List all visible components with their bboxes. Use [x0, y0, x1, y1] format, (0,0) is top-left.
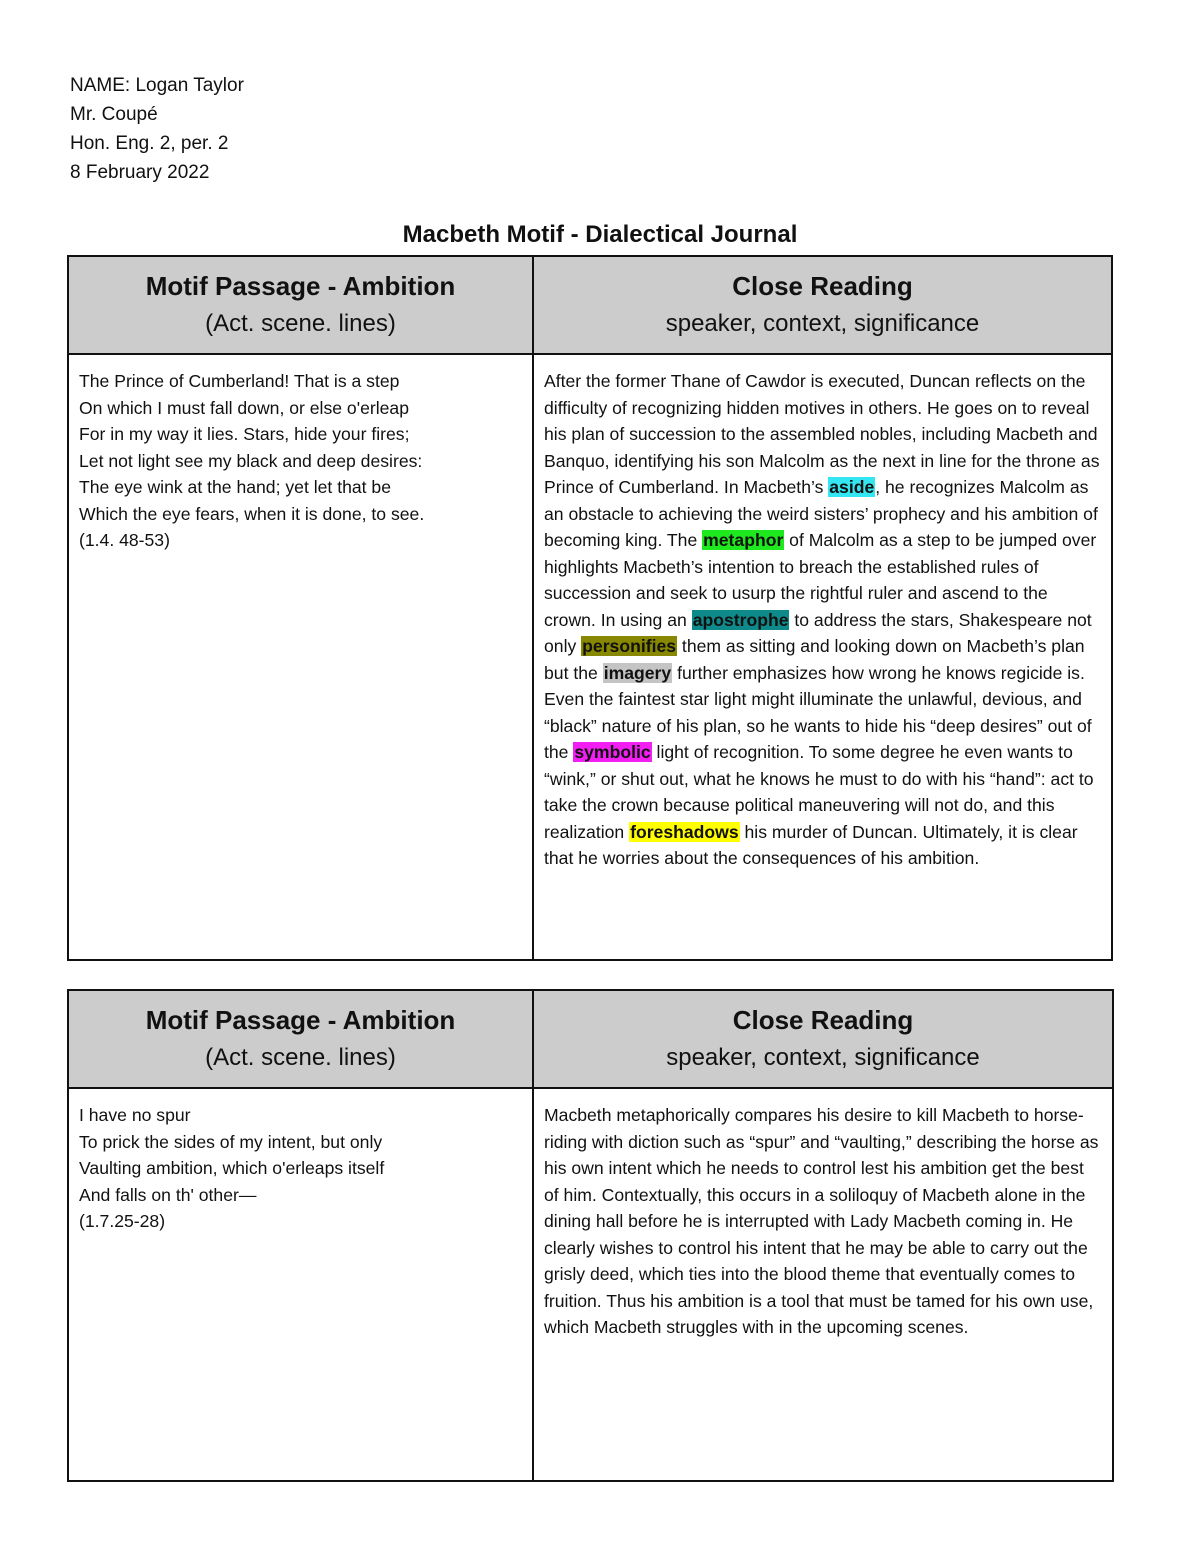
highlighted-term: foreshadows — [630, 821, 739, 842]
close-reading-subtitle: speaker, context, significance — [666, 1044, 980, 1071]
journal-table-2 — [67, 989, 1114, 1482]
close-reading-cell — [533, 354, 1112, 960]
passage-cell — [68, 354, 533, 960]
class-period: Hon. Eng. 2, per. 2 — [70, 133, 229, 154]
page-title: Macbeth Motif - Dialectical Journal — [402, 221, 798, 248]
highlighted-term: imagery — [603, 662, 672, 683]
passage-line: The eye wink at the hand; yet let that be — [79, 477, 391, 497]
passage-line: On which I must fall down, or else o'erleap — [79, 397, 409, 418]
passage-line: (1.7.25-28) — [79, 1211, 166, 1231]
motif-passage-title: Motif Passage - Ambition — [145, 1005, 456, 1035]
highlighted-term: aside — [829, 477, 875, 497]
highlighted-term: metaphor — [703, 530, 784, 550]
passage-line: And falls on th' other— — [79, 1184, 257, 1205]
journal-table-1 — [67, 255, 1113, 961]
motif-passage-title: Motif Passage - Ambition — [145, 271, 456, 301]
reading-text-segment: to address the stars, Shakespeare not only — [544, 609, 1092, 656]
passage-line: Which the eye fears, when it is done, to see. — [79, 503, 425, 524]
document-date: 8 February 2022 — [70, 162, 210, 183]
reading-text-segment: his murder of Duncan. Ultimately, it is clear that he worries about the consequences of his ambition. — [544, 821, 1078, 868]
passage-line: To prick the sides of my intent, but only — [79, 1131, 383, 1152]
reading-text-segment: , he recognizes Malcolm as an obstacle to achieving the weird sisters’ prophecy and his ambition of becoming king. The — [544, 477, 1098, 550]
teacher-name: Mr. Coupé — [70, 104, 158, 125]
highlighted-term: symbolic — [574, 742, 651, 762]
motif-passage-subtitle: (Act. scene. lines) — [205, 1044, 396, 1071]
passage-text — [69, 1089, 532, 1235]
close-reading-header — [533, 990, 1113, 1088]
motif-passage-subtitle: (Act. scene. lines) — [205, 310, 396, 337]
close-reading-title: Close Reading — [732, 1005, 914, 1035]
motif-passage-header — [68, 256, 533, 354]
motif-passage-header — [68, 990, 533, 1088]
passage-line: The Prince of Cumberland! That is a step — [79, 371, 400, 391]
passage-line: Let not light see my black and deep desires: — [79, 450, 423, 471]
close-reading-subtitle: speaker, context, significance — [665, 310, 980, 337]
reading-text-segment: After the former Thane of Cawdor is executed, Duncan reflects on the difficulty of recognizing hidden motives in others. He goes on to reveal his plan of succession to the assembled nobles, including Macbeth and Banquo, identifying his son Malcolm as the next in line for the throne as Prince of Cumberland. In Macbeth’s — [544, 371, 1100, 497]
close-reading-text — [534, 355, 1111, 872]
reading-text-segment: further emphasizes how wrong he knows regicide is. Even the faintest star light might illuminate the unlawful, devious, and “black” nature of his plan, so he wants to hide his “deep desires” out of the — [544, 662, 1092, 762]
passage-line: For in my way it lies. Stars, hide your fires; — [79, 424, 410, 444]
reading-text-segment: them as sitting and looking down on Macbeth’s plan but the — [544, 636, 1085, 683]
close-reading-text — [534, 1089, 1112, 1341]
reading-text-segment: of Malcolm as a step to be jumped over highlights Macbeth’s intention to breach the established rules of succession and seek to usurp the rightful ruler and ascend to the crown. In using an — [544, 530, 1097, 630]
passage-text — [69, 355, 532, 554]
passage-line: Vaulting ambition, which o'erleaps itself — [79, 1158, 385, 1178]
reading-text-segment: light of recognition. To some degree he even wants to “wink,” or shut out, what he knows he must to do with his “hand”: act to take the crown because political maneuvering will not do, and this realization — [544, 742, 1094, 842]
student-name: NAME: Logan Taylor — [70, 75, 244, 96]
passage-line: (1.4. 48-53) — [79, 530, 170, 550]
passage-line: I have no spur — [79, 1105, 191, 1125]
reading-text-segment: Macbeth metaphorically compares his desire to kill Macbeth to horse-riding with diction such as “spur” and “vaulting,” describing the horse as his own intent which he needs to control lest his ambition get the best of him. Contextually, this occurs in a soliloquy of Macbeth alone in the dining hall before he is interrupted with Lady Macbeth coming in. He clearly wishes to control his intent that he may be able to carry out the grisly deed, which ties into the blood theme that eventually comes to fruition. Thus his ambition is a tool that must be tamed for his own use, which Macbeth struggles with in the upcoming scenes. — [544, 1105, 1099, 1337]
highlighted-term: apostrophe — [692, 609, 789, 630]
passage-cell — [68, 1088, 533, 1481]
close-reading-header — [533, 256, 1112, 354]
student-header — [70, 71, 244, 187]
highlighted-term: personifies — [582, 636, 677, 656]
close-reading-cell — [533, 1088, 1113, 1481]
close-reading-title: Close Reading — [732, 271, 913, 301]
